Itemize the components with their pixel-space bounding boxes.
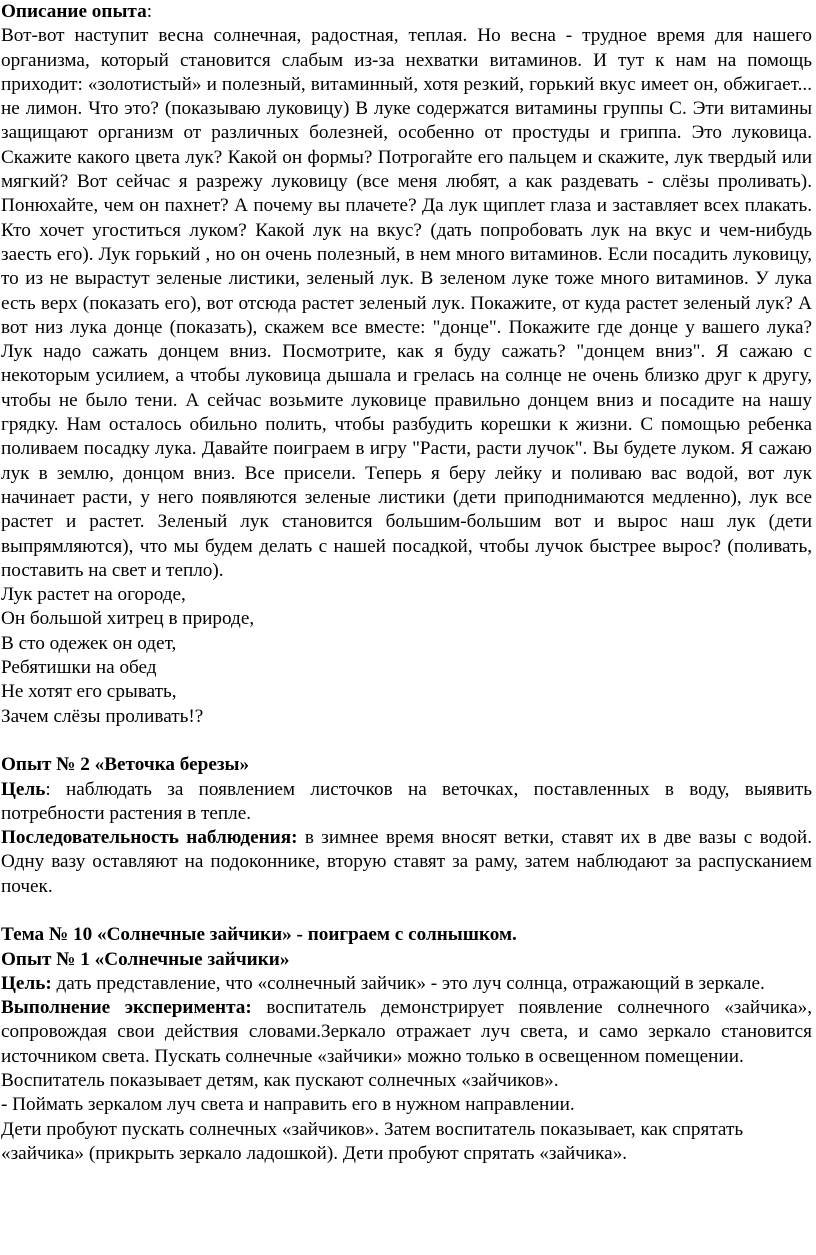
goal-text: : наблюдать за появлением листочков на веточках, поставленных в воду, выявить потребности растения в тепле. xyxy=(1,778,812,824)
blank-line xyxy=(1,899,812,923)
sequence-text: в зимнее время вносят ветки, ставят их в две вазы с водой. Одну вазу оставляют на подоконнике, вторую ставят за раму, затем наблюдают за распусканием почек. xyxy=(1,827,812,897)
topic-10-title: Тема № 10 «Солнечные зайчики» - поиграем с солнышком. xyxy=(1,924,517,946)
poem-line-1: Лук растет на огороде, xyxy=(1,584,186,606)
poem-line-6: Зачем слёзы проливать!? xyxy=(1,705,204,727)
description-heading: Описание опыта xyxy=(1,1,147,22)
experiment-2-goal xyxy=(1,778,812,827)
topic-10-execution xyxy=(1,996,812,1069)
topic-10-section xyxy=(1,923,812,1166)
topic-10-goal xyxy=(1,972,812,996)
description-heading-colon: : xyxy=(146,1,153,22)
topic-10-line-1: Воспитатель показывает детям, как пускают солнечных «зайчиков». xyxy=(1,1070,559,1092)
poem-line-5: Не хотят его срывать, xyxy=(1,681,177,703)
execution-text: воспитатель демонстрирует появление солнечного «зайчика», сопровождая свои действия словами.Зеркало отражает луч света, и само зеркало становится источником света. Пускать солнечные «зайчики» можно только в освещенном помещении. xyxy=(1,997,813,1067)
goal-label: Цель xyxy=(1,778,46,800)
execution-label: Выполнение эксперимента: xyxy=(1,997,252,1019)
blank-line xyxy=(1,729,812,753)
experiment-2-sequence xyxy=(1,826,812,899)
description-heading-line xyxy=(1,0,812,24)
poem-line-3: В сто одежек он одет, xyxy=(1,632,177,654)
goal-text: дать представление, что «солнечный зайчик» - это луч солнца, отражающий в зеркале. xyxy=(51,972,765,994)
poem-line-2: Он большой хитрец в природе, xyxy=(1,608,255,630)
topic-10-line-2: - Поймать зеркалом луч света и направить его в нужном направлении. xyxy=(1,1094,575,1116)
experiment-2-title: Опыт № 2 «Веточка березы» xyxy=(1,754,250,776)
topic-10-line-3: Дети пробуют пускать солнечных «зайчиков». Затем воспитатель показывает, как спрятать «зайчика» (прикрыть зеркало ладошкой). Дети пробуют спрятать «зайчика». xyxy=(1,1118,744,1164)
onion-poem xyxy=(1,583,812,729)
description-body: Вот-вот наступит весна солнечная, радостная, теплая. Но весна - трудное время для нашего организма, который становится слабым из-за нехватки витаминов. И тут к нам на помощь приходит: «золотистый» и полезный, витаминный, хотя резкий, горький вкус имеет он, обжигает... не лимон. Что это? (показываю луковицу) В луке содержатся витамины группы С. Эти витамины защищают организм от различных болезней, особенно от простуды и гриппа. Это луковица. Скажите какого цвета лук? Какой он формы? Потрогайте его пальцем и скажите, лук твердый или мягкий? Вот сейчас я разрежу луковицу (все меня любят, а как раздевать - слёзы проливать). Понюхайте, чем он пахнет? А почему вы плачете? Да лук щиплет глаза и заставляет всех плакать. Кто хочет угоститься луком? Какой лук на вкус? (дать попробовать лук на вкус и чем-нибудь заесть его). Лук горький , но он очень полезный, в нем много витаминов. Если посадить луковицу, то из не вырастут зеленые листики, зеленый лук. В зеленом луке тоже много витаминов. У лука есть верх (показать его), вот отсюда растет зеленый лук. Покажите, от куда растет зеленый лук? А вот низ лука донце (показать), скажем все вместе: "донце". Покажите где донце у вашего лука? Лук надо сажать донцем вниз. Посмотрите, как я буду сажать? "донцем вниз". Я сажаю с некоторым усилием, а чтобы луковица дышала и грелась на солнце не очень близко друг к другу, чтобы не было тени. А сейчас возьмите луковице правильно донцем вниз и посадите на нашу грядку. Нам осталось обильно полить, чтобы разбудить корешки к жизни. С помощью ребенка поливаем посадку лука. Давайте поиграем в игру "Расти, расти лучок". Вы будете луком. Я сажаю лук в землю, донцом вниз. Все присели. Теперь я беру лейку и поливаю вас водой, вот лук начинает расти, у него появляются зеленые листики (дети приподнимаются медленно), лук все растет и растет. Зеленый лук становится большим-большим вот и вырос наш лук (дети выпрямляются), что мы будем делать с нашей посадкой, чтобы лучок быстрее вырос? (поливать, поставить на свет и тепло). xyxy=(1,25,812,581)
experience-description xyxy=(1,0,812,583)
sequence-label: Последовательность наблюдения: xyxy=(1,827,298,849)
experiment-2-section xyxy=(1,753,812,899)
goal-label: Цель: xyxy=(1,972,52,994)
poem-line-4: Ребятишки на обед xyxy=(1,657,157,679)
topic-10-experiment-title: Опыт № 1 «Солнечные зайчики» xyxy=(1,948,290,970)
